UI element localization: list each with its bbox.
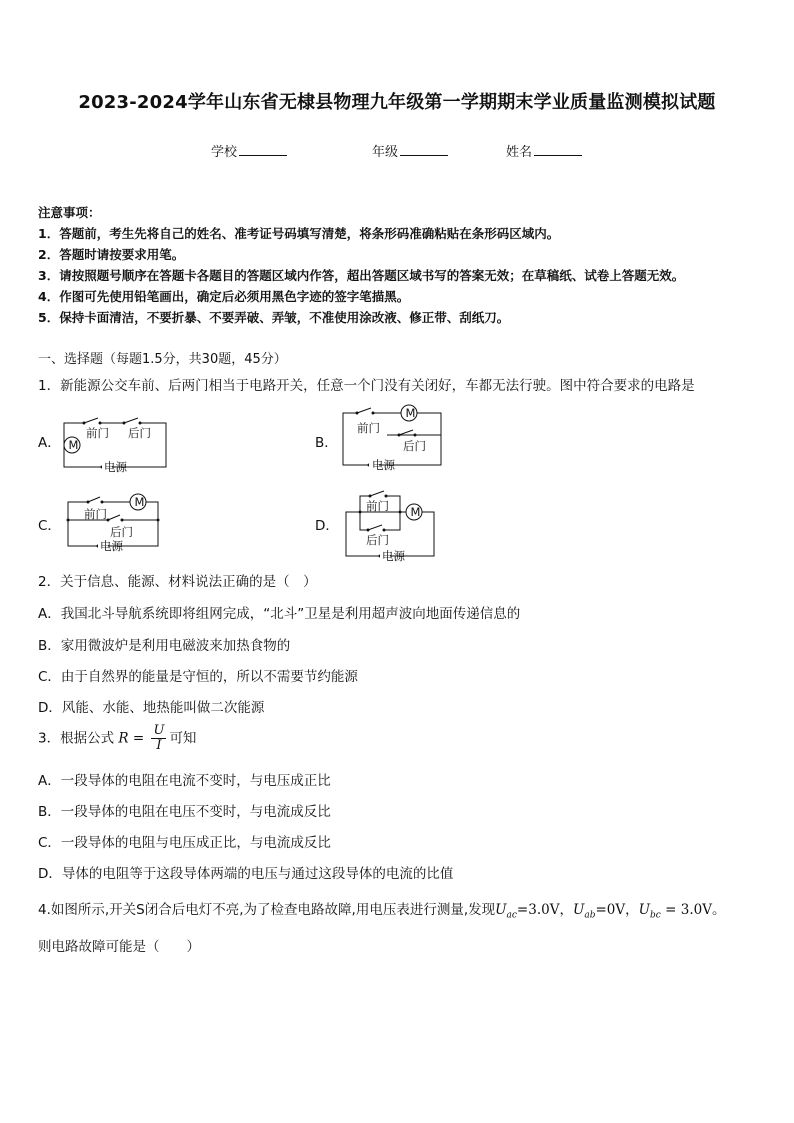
q1-circuit-d — [338, 482, 440, 562]
u-bc-value: = 3.0V — [660, 902, 712, 918]
motor-label: M — [405, 406, 416, 420]
u-ac-symbol: U — [495, 902, 507, 918]
front-door-label: 前门 — [366, 499, 389, 513]
q4-stem-prefix: 4.如图所示,开关S闭合后电灯不亮,为了检查电路故障,用电压表进行测量,发现 — [38, 902, 496, 918]
q1-option-d-label: D． — [315, 518, 339, 534]
q1-option-b-label: B． — [315, 435, 338, 451]
note-item: 4．作图可先使用铅笔画出，确定后必须用黑色字迹的签字笔描黑。 — [38, 289, 410, 304]
front-door-label: 前门 — [84, 507, 107, 521]
period: 。 — [711, 902, 726, 918]
formula-equals: = — [132, 730, 145, 747]
motor-label: M — [134, 495, 145, 509]
rear-door-label: 后门 — [110, 525, 133, 539]
front-door-label: 前门 — [357, 421, 380, 435]
name-blank[interactable] — [534, 143, 582, 156]
q2-option-d[interactable]: D．风能、水能、地热能叫做二次能源 — [38, 700, 265, 716]
name-field[interactable] — [506, 141, 582, 160]
q1-option-a-label: A． — [38, 435, 61, 451]
rear-door-label: 后门 — [403, 439, 426, 453]
separator: ， — [625, 902, 639, 918]
formula-numerator: U — [153, 723, 165, 738]
notes-heading: 注意事项： — [38, 205, 101, 220]
section-heading: 一、选择题（每题1.5分，共30题，45分） — [38, 352, 287, 367]
u-ab-subscript: ab — [584, 910, 596, 921]
formula-denominator: I — [156, 738, 162, 753]
power-label: 电源 — [382, 549, 405, 563]
grade-field[interactable] — [372, 141, 448, 160]
u-bc-subscript: bc — [650, 910, 661, 921]
u-ac-subscript: ac — [506, 910, 517, 921]
rear-door-label: 后门 — [366, 533, 389, 547]
q3-stem-prefix: 3．根据公式 — [38, 730, 115, 747]
motor-label: M — [68, 438, 79, 452]
grade-blank[interactable] — [400, 143, 448, 156]
rear-door-label: 后门 — [128, 426, 151, 440]
q1-circuit-a — [58, 415, 170, 474]
power-label: 电源 — [100, 539, 123, 553]
u-ac-value: =3.0V — [516, 902, 560, 918]
school-field[interactable] — [211, 141, 287, 160]
q3-option-c[interactable]: C．一段导体的电阻与电压成正比，与电流成反比 — [38, 835, 331, 851]
separator: ， — [559, 902, 573, 918]
question-4-line2: 则电路故障可能是（ ） — [38, 939, 200, 955]
q2-option-c[interactable]: C．由于自然界的能量是守恒的，所以不需要节约能源 — [38, 669, 358, 685]
q3-stem-suffix: 可知 — [169, 730, 197, 747]
formula-fraction — [151, 724, 166, 753]
u-ab-symbol: U — [572, 902, 585, 918]
formula-lhs: R — [118, 730, 129, 747]
u-bc-symbol: U — [638, 902, 651, 918]
question-3-stem — [38, 724, 196, 753]
school-blank[interactable] — [239, 143, 287, 156]
motor-label: M — [410, 505, 421, 519]
q1-circuit-c — [62, 490, 166, 552]
name-label: 姓名 — [506, 145, 533, 160]
front-door-label: 前门 — [86, 426, 109, 440]
note-item: 1．答题前，考生先将自己的姓名、准考证号码填写清楚，将条形码准确粘贴在条形码区域内。 — [38, 226, 560, 241]
power-label: 电源 — [104, 460, 127, 474]
note-item: 5．保持卡面清洁，不要折暴、不要弄破、弄皱，不准使用涂改液、修正带、刮纸刀。 — [38, 310, 510, 325]
school-label: 学校 — [211, 145, 238, 160]
page-title: 2023-2024学年山东省无棣县物理九年级第一学期期末学业质量监测模拟试题 — [78, 92, 716, 113]
grade-label: 年级 — [372, 145, 399, 160]
q3-option-a[interactable]: A．一段导体的电阻在电流不变时，与电压成正比 — [38, 773, 331, 789]
q3-option-d[interactable]: D．导体的电阻等于这段导体两端的电压与通过这段导体的电流的比值 — [38, 866, 454, 882]
q1-circuit-b — [337, 405, 447, 471]
question-1-stem: 1．新能源公交车前、后两门相当于电路开关，任意一个门没有关闭好，车都无法行驶。图中符合要求的电路是 — [38, 378, 695, 394]
q2-option-b[interactable]: B．家用微波炉是利用电磁波来加热食物的 — [38, 638, 291, 654]
question-4-stem — [38, 898, 725, 921]
q1-option-c-label: C． — [38, 518, 61, 534]
question-2-stem: 2．关于信息、能源、材料说法正确的是（ ） — [38, 574, 317, 590]
note-item: 2．答题时请按要求用笔。 — [38, 247, 185, 262]
q3-option-b[interactable]: B．一段导体的电阻在电压不变时，与电流成反比 — [38, 804, 331, 820]
note-item: 3．请按照题号顺序在答题卡各题目的答题区域内作答，超出答题区域书写的答案无效；在草稿纸、试卷上答题无效。 — [38, 268, 685, 283]
power-label: 电源 — [372, 458, 395, 472]
q2-option-a[interactable]: A．我国北斗导航系统即将组网完成，“北斗”卫星是利用超声波向地面传递信息的 — [38, 606, 521, 622]
u-ab-value: =0V — [595, 902, 626, 918]
